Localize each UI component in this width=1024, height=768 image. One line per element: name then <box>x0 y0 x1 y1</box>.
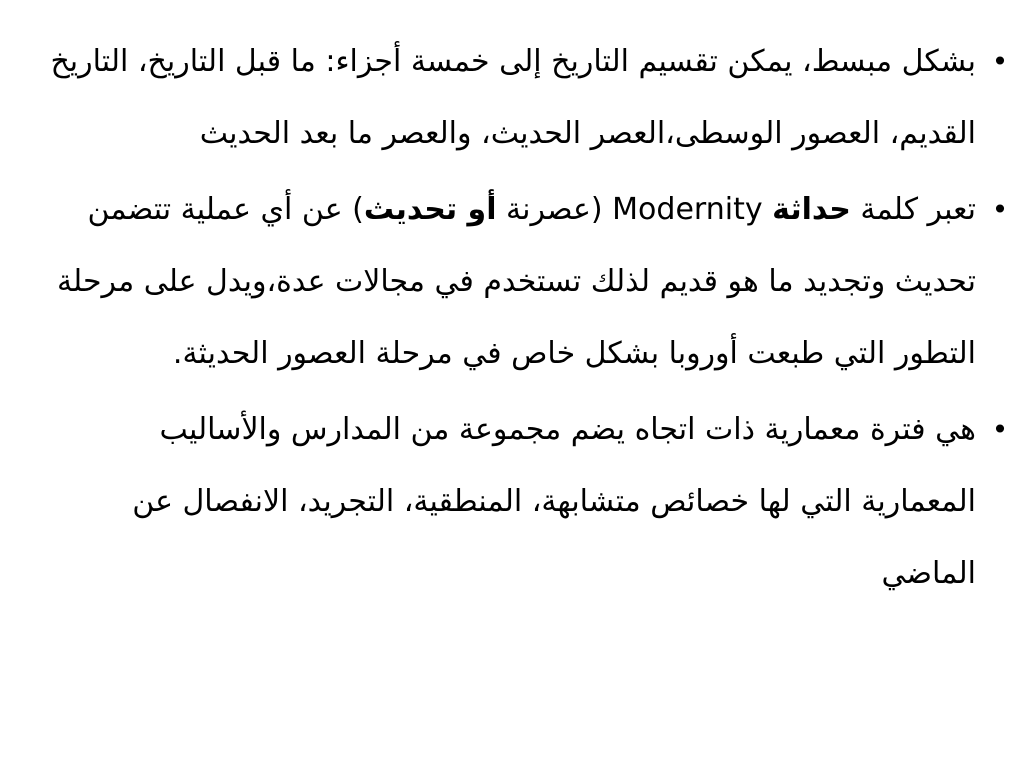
bold-term-tahdeeth: تحديث <box>363 192 468 227</box>
bullet-dot-icon: • <box>991 45 1009 78</box>
bullet-text: بشكل مبسط، يمكن تقسيم التاريخ إلى خمسة أجزاء: ما قبل التاريخ، التاريخ القديم، العصور الوسطى،العصر الحديث، والعصر ما بعد الحديث <box>50 44 976 151</box>
bullet-text: هي فترة معمارية ذات اتجاه يضم مجموعة من المدارس والأساليب المعمارية التي لها خصائص متشابهة، المنطقية، التجريد، الانفصال عن الماضي <box>132 412 976 591</box>
bullet-item-architectural-period <box>46 394 1009 610</box>
bold-term-aw: أو <box>467 192 497 227</box>
bullet-text-paren: (عصرنة <box>496 192 613 227</box>
bullet-text-prefix: تعبر كلمة <box>850 192 976 227</box>
bullet-item-history-periods <box>46 26 1009 170</box>
bold-term-hadatha: حداثة <box>772 192 851 227</box>
bullet-text-rest: ) عن أي عملية تتضمن تحديث وتجديد ما هو قديم لذلك تستخدم في مجالات عدة،ويدل على مرحلة التطور التي طبعت أوروبا بشكل خاص في مرحلة العصور الحديثة. <box>56 192 976 371</box>
bullet-dot-icon: • <box>991 193 1009 226</box>
bullet-dot-icon: • <box>991 413 1009 446</box>
bullet-item-modernity-definition <box>46 174 1009 390</box>
bullet-list <box>46 26 1009 614</box>
english-term-modernity: Modernity <box>612 192 763 227</box>
